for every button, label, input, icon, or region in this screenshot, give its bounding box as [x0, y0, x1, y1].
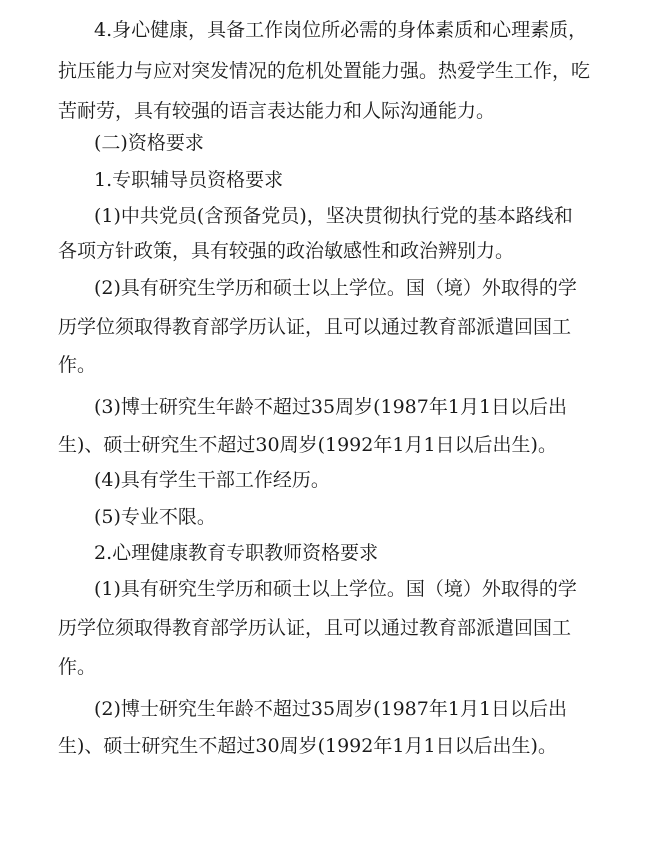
paragraph-line: 抗压能力与应对突发情况的危机处置能力强。热爱学生工作，吃	[58, 60, 591, 82]
paragraph-line: 作。	[58, 354, 97, 376]
paragraph-line: (2)博士研究生年龄不超过35周岁(1987年1月1日以后出	[94, 698, 568, 720]
paragraph-line: 历学位须取得教育部学历认证，且可以通过教育部派遣回国工	[58, 617, 572, 639]
paragraph-line: 生)、硕士研究生不超过30周岁(1992年1月1日以后出生)。	[58, 735, 557, 757]
paragraph-line: (5)专业不限。	[94, 506, 216, 528]
paragraph-line: (1)中共党员(含预备党员)，坚决贯彻执行党的基本路线和	[94, 205, 573, 227]
paragraph-line: 历学位须取得教育部学历认证，且可以通过教育部派遣回国工	[58, 316, 572, 338]
paragraph-line: (2)具有研究生学历和硕士以上学位。国（境）外取得的学	[94, 277, 577, 299]
section-heading: (二)资格要求	[94, 132, 204, 154]
subsection-heading: 1.专职辅导员资格要求	[94, 169, 284, 191]
subsection-heading: 2.心理健康教育专职教师资格要求	[94, 542, 379, 564]
paragraph-line: (3)博士研究生年龄不超过35周岁(1987年1月1日以后出	[94, 396, 568, 418]
paragraph-line: 4.身心健康，具备工作岗位所必需的身体素质和心理素质，	[94, 19, 588, 41]
paragraph-line: 苦耐劳，具有较强的语言表达能力和人际沟通能力。	[58, 100, 496, 122]
paragraph-line: 各项方针政策，具有较强的政治敏感性和政治辨别力。	[58, 240, 515, 262]
paragraph-line: (1)具有研究生学历和硕士以上学位。国（境）外取得的学	[94, 578, 577, 600]
paragraph-line: 作。	[58, 656, 97, 678]
paragraph-line: 生)、硕士研究生不超过30周岁(1992年1月1日以后出生)。	[58, 434, 557, 456]
paragraph-line: (4)具有学生干部工作经历。	[94, 469, 330, 491]
